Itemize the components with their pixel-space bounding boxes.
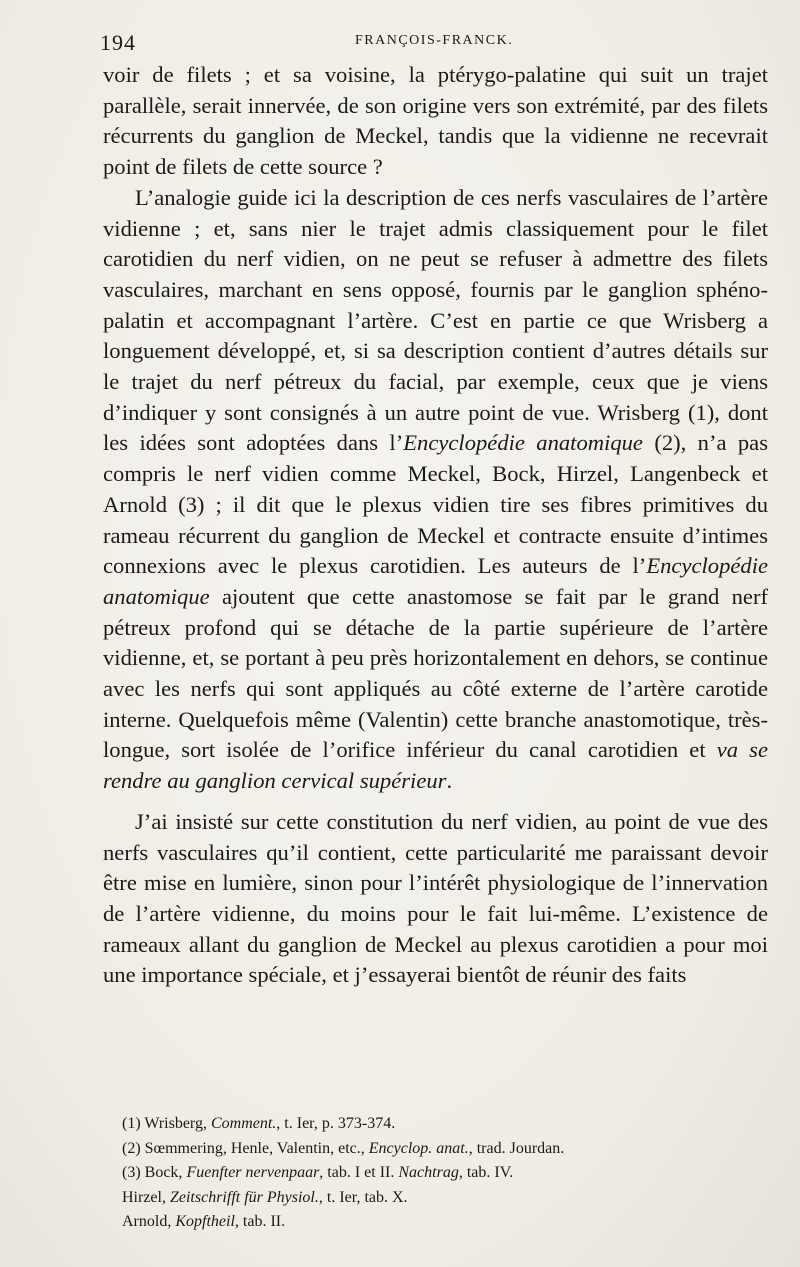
- footnote-arnold-title: Kopftheil: [175, 1213, 235, 1230]
- footnote-3-title-2: Nachtrag: [398, 1164, 459, 1181]
- page-number: 194: [100, 30, 136, 55]
- footnote-2: [122, 1137, 682, 1162]
- footnote-1-text: (1) Wrisberg,: [122, 1115, 211, 1132]
- paragraph-2-text-d: .: [446, 768, 453, 794]
- footnote-3-ref-2: , tab. IV.: [458, 1164, 514, 1181]
- encyclopedie-title-2: Encyclopédie anatomique: [103, 553, 768, 609]
- running-head: FRANÇOIS-FRANCK.: [355, 33, 514, 48]
- footnote-3-title: Fuenfter nervenpaar: [186, 1164, 320, 1181]
- footnote-2-text: (2) Sœmmering, Henle, Valentin, etc.,: [122, 1139, 369, 1157]
- footnote-hirzel-ref: , t. Ier, tab. X.: [318, 1188, 408, 1206]
- paragraph-2-text-c: ajoutent que cette anastomose se fait par le grand nerf pétreux profond qui se détache de la partie supérieure de l’artère vidienne, et, se portant à peu près horizontalement en dehors, se continue avec les nerfs qui sont appliqués au côté externe de l’artère carotide interne. Quelquefois même (Valentin) cette branche anastomotique, très-longue, sort isolée de l’orifice inférieur du canal carotidien et: [103, 583, 768, 763]
- footnote-1: [122, 1112, 682, 1137]
- paragraph-1-text: voir de filets ; et sa voisine, la ptérygo-palatine qui suit un trajet parallèle, serait innervée, de son origine vers son extrémité, par des filets récurrents du ganglion de Meckel, tandis que la vidienne ne recevrait point de filets de cette source ?: [103, 62, 768, 180]
- footnote-2-ref: , trad. Jourdan.: [468, 1139, 565, 1157]
- footnote-hirzel-title: Zeitschrifft für Physiol.: [169, 1188, 319, 1206]
- body-text: [103, 60, 768, 991]
- footnotes: [122, 1112, 682, 1235]
- footnote-3-cont-2: [122, 1210, 682, 1235]
- paragraph-2: [103, 183, 768, 797]
- paragraph-1: [103, 60, 768, 183]
- paragraph-3: [103, 807, 768, 991]
- footnote-arnold-author: Arnold,: [122, 1213, 176, 1230]
- footnote-3: [122, 1161, 682, 1186]
- footnote-3-ref: , tab. I et II.: [319, 1164, 399, 1181]
- footnote-1-ref: , t. Ier, p. 373-374.: [276, 1115, 396, 1132]
- encyclopedie-title-1: Encyclopédie anatomique: [403, 430, 643, 456]
- emphasized-phrase: va se rendre au ganglion cervical supérieur: [103, 737, 769, 794]
- footnote-arnold-ref: , tab. II.: [234, 1213, 286, 1230]
- paragraph-3-text: J’ai insisté sur cette constitution du nerf vidien, au point de vue des nerfs vasculaires qu’il contient, cette particularité me paraissant devoir être mise en lumière, sinon pour l’intérêt physiologique de l’innervation de l’artère vidienne, du moins pour le fait lui-même. L’existence de rameaux allant du ganglion de Meckel au plexus carotidien a pour moi une importance spéciale, et j’essayerai bientôt de réunir des faits: [103, 808, 768, 988]
- page-header: [100, 30, 700, 56]
- paragraph-2-text-b: (2), n’a pas compris le nerf vidien comme Meckel, Bock, Hirzel, Langenbeck et Arnold (3) ; il dit que le plexus vidien tire ses fibres primitives du rameau récurrent du ganglion de Meckel et contracte ensuite d’intimes connexions avec le plexus carotidien. Les auteurs de l’: [103, 430, 768, 579]
- footnote-2-title: Encyclop. anat.: [368, 1139, 469, 1157]
- paragraph-2-text-a: L’analogie guide ici la description de ces nerfs vasculaires de l’artère vidienne ; et, sans nier le trajet admis classiquement pour le filet carotidien du nerf vidien, on ne peut se refuser à admettre des filets vasculaires, marchant en sens opposé, fournis par le ganglion sphéno-palatin et accompagnant l’artère. C’est en partie ce que Wrisberg a longuement développé, et, si sa description contient d’autres détails sur le trajet du nerf pétreux du facial, par exemple, ceux que je viens d’indiquer y sont consignés à un autre point de vue. Wrisberg (1), dont les idées sont adoptées dans l’: [103, 184, 768, 456]
- footnote-1-title: Comment.: [210, 1115, 277, 1132]
- footnote-3-cont-1: [122, 1186, 682, 1211]
- footnote-hirzel-author: Hirzel,: [122, 1188, 170, 1206]
- footnote-3-text: (3) Bock,: [122, 1164, 187, 1181]
